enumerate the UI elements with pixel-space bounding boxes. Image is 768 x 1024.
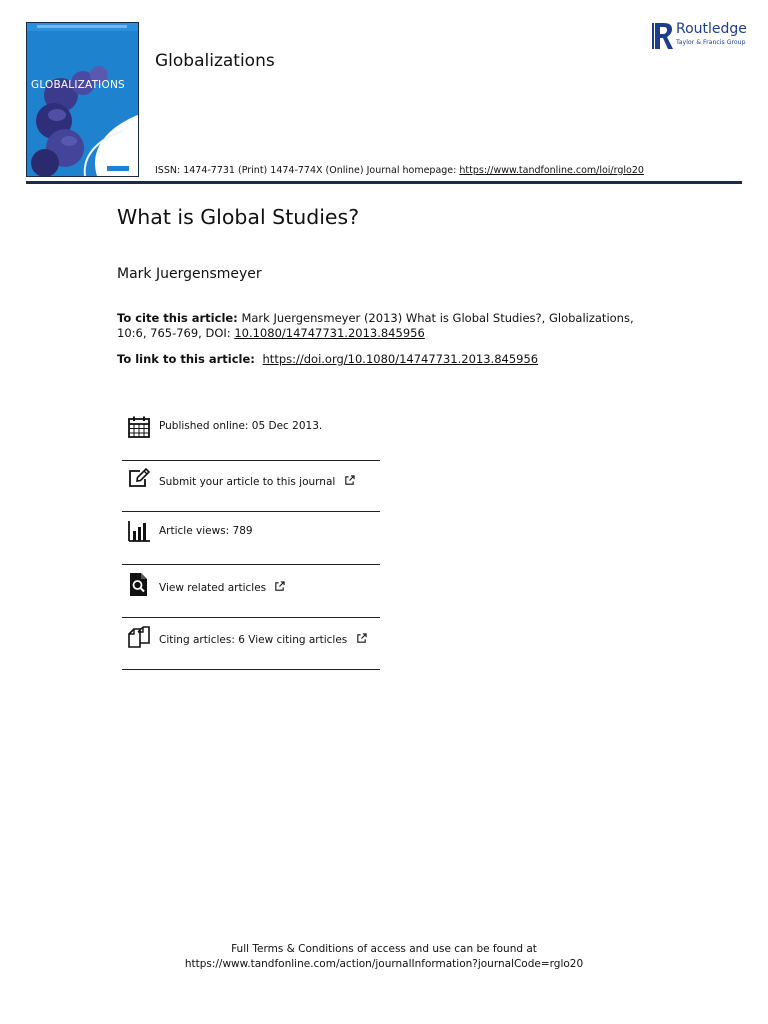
edit-icon <box>127 467 151 491</box>
submit-article-row[interactable] <box>122 467 380 507</box>
related-articles-text: View related articles <box>159 582 267 594</box>
article-author: Mark Juergensmeyer <box>117 266 262 282</box>
related-articles-link[interactable] <box>159 581 285 594</box>
cite-label: To cite this article: <box>117 311 238 325</box>
footer-terms-text: Full Terms & Conditions of access and use can be found at <box>231 943 537 955</box>
publisher-subtitle: Taylor & Francis Group <box>676 39 746 46</box>
info-divider <box>122 460 380 461</box>
submit-article-text: Submit your article to this journal <box>159 476 336 488</box>
article-views-text: Article views: 789 <box>159 525 253 537</box>
header-divider <box>26 181 742 184</box>
article-title: What is Global Studies? <box>117 205 360 229</box>
publisher-name: Routledge <box>676 21 747 37</box>
journal-cover-image <box>26 22 139 177</box>
related-articles-row[interactable] <box>122 572 380 612</box>
citing-articles-row[interactable] <box>122 625 380 665</box>
info-divider <box>122 669 380 670</box>
citation-block <box>117 311 642 341</box>
issn-line <box>155 165 644 176</box>
bar-chart-icon <box>127 519 151 543</box>
article-link-line <box>117 352 538 366</box>
journal-homepage-link[interactable]: https://www.tandfonline.com/loi/rglo20 <box>459 165 644 176</box>
calendar-icon <box>127 415 151 439</box>
info-divider <box>122 617 380 618</box>
cite-text: Mark Juergensmeyer (2013) What is Global Studies?, Globalizations, 10:6, 765-769, DOI: <box>117 311 634 340</box>
info-divider <box>122 511 380 512</box>
citing-articles-text: Citing articles: 6 View citing articles <box>159 634 348 646</box>
citing-icon <box>127 625 151 649</box>
submit-article-link[interactable] <box>159 475 355 488</box>
article-views-row <box>122 519 380 559</box>
cover-title: GLOBALIZATIONS <box>31 79 125 91</box>
external-link-icon <box>274 581 285 592</box>
search-document-icon <box>127 572 151 596</box>
citing-articles-link[interactable] <box>159 633 367 646</box>
footer-terms-url[interactable]: https://www.tandfonline.com/action/journalInformation?journalCode=rglo20 <box>184 958 584 970</box>
cite-doi-link[interactable]: 10.1080/14747731.2013.845956 <box>234 326 425 340</box>
external-link-icon <box>344 475 355 486</box>
link-label: To link to this article: <box>117 352 255 366</box>
info-divider <box>122 564 380 565</box>
footer-terms <box>0 942 768 972</box>
external-link-icon <box>356 633 367 644</box>
routledge-r-icon <box>652 21 674 51</box>
issn-text: ISSN: 1474-7731 (Print) 1474-774X (Online) Journal homepage: <box>155 165 457 176</box>
published-online-text: Published online: 05 Dec 2013. <box>159 420 323 432</box>
journal-name: Globalizations <box>155 51 275 71</box>
published-online-row <box>122 415 380 455</box>
article-doi-link[interactable]: https://doi.org/10.1080/14747731.2013.845956 <box>262 352 539 366</box>
